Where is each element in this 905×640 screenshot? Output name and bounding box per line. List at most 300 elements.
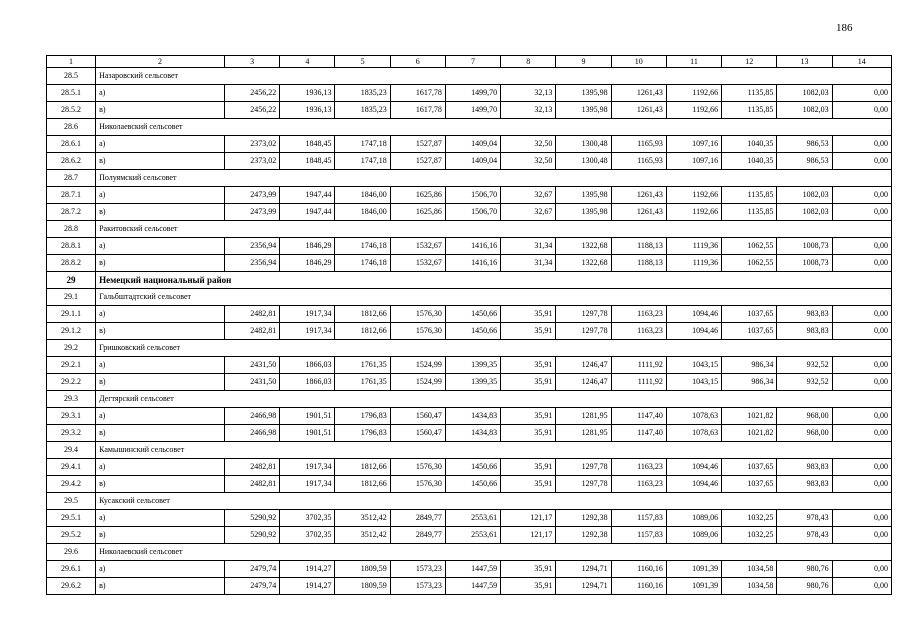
value-cell: 0,00 [832,527,891,544]
value-cell: 1261,43 [611,102,666,119]
section-code: 29.3 [47,391,96,408]
value-cell: 1524,99 [390,357,445,374]
value-cell: 1499,70 [445,85,500,102]
value-cell: 1147,40 [611,408,666,425]
value-cell: 1021,82 [722,425,777,442]
column-header: 14 [832,56,891,68]
value-cell: 932,52 [777,374,832,391]
value-cell: 1576,30 [390,476,445,493]
value-cell: 1573,23 [390,578,445,595]
value-cell: 1089,06 [666,527,721,544]
table-row [47,323,892,340]
row-label: в) [96,153,225,170]
row-code: 29.5.1 [47,510,96,527]
header-row [47,56,892,68]
value-cell: 1434,83 [445,425,500,442]
value-cell: 0,00 [832,408,891,425]
table-row [47,374,892,391]
value-cell: 31,34 [501,255,556,272]
value-cell: 1078,63 [666,425,721,442]
table-row [47,187,892,204]
value-cell: 0,00 [832,425,891,442]
value-cell: 2479,74 [224,578,279,595]
value-cell: 1917,34 [280,306,335,323]
value-cell: 1560,47 [390,408,445,425]
row-label: в) [96,527,225,544]
value-cell: 1294,71 [556,561,611,578]
value-cell: 2473,99 [224,204,279,221]
value-cell: 1846,00 [335,204,390,221]
value-cell: 1032,25 [722,527,777,544]
value-cell: 2466,98 [224,408,279,425]
value-cell: 1297,78 [556,323,611,340]
value-cell: 1163,23 [611,323,666,340]
row-code: 29.2.2 [47,374,96,391]
value-cell: 1409,04 [445,136,500,153]
value-cell: 1300,48 [556,153,611,170]
table-row [47,476,892,493]
value-cell: 1747,18 [335,153,390,170]
value-cell: 1119,36 [666,238,721,255]
row-code: 29.4.2 [47,476,96,493]
value-cell: 986,53 [777,136,832,153]
value-cell: 1917,34 [280,323,335,340]
section-row [47,170,892,187]
value-cell: 983,83 [777,476,832,493]
value-cell: 0,00 [832,510,891,527]
row-code: 28.7.1 [47,187,96,204]
value-cell: 1573,23 [390,561,445,578]
value-cell: 0,00 [832,255,891,272]
value-cell: 2466,98 [224,425,279,442]
value-cell: 1261,43 [611,85,666,102]
value-cell: 1135,85 [722,187,777,204]
section-title: Кусакский сельсовет [96,493,892,510]
value-cell: 1846,29 [280,238,335,255]
value-cell: 1165,93 [611,136,666,153]
value-cell: 1450,66 [445,323,500,340]
value-cell: 0,00 [832,85,891,102]
value-cell: 1157,83 [611,527,666,544]
value-cell: 0,00 [832,153,891,170]
row-code: 28.5.1 [47,85,96,102]
value-cell: 1796,83 [335,408,390,425]
table-row [47,255,892,272]
section-row [47,221,892,238]
section-row [47,340,892,357]
value-cell: 1089,06 [666,510,721,527]
row-code: 29.4.1 [47,459,96,476]
value-cell: 0,00 [832,306,891,323]
value-cell: 2431,50 [224,374,279,391]
section-title: Дегтярский сельсовет [96,391,892,408]
value-cell: 1506,70 [445,187,500,204]
table-row [47,306,892,323]
row-code: 28.8.2 [47,255,96,272]
value-cell: 32,67 [501,204,556,221]
value-cell: 32,50 [501,153,556,170]
value-cell: 0,00 [832,459,891,476]
value-cell: 986,34 [722,374,777,391]
section-title: Гальбштадтский сельсовет [96,289,892,306]
section-row [47,391,892,408]
value-cell: 1796,83 [335,425,390,442]
value-cell: 32,67 [501,187,556,204]
value-cell: 1560,47 [390,425,445,442]
value-cell: 2431,50 [224,357,279,374]
section-title: Немецкий национальный район [96,272,892,289]
value-cell: 980,76 [777,561,832,578]
tariff-table [46,55,892,595]
value-cell: 1746,18 [335,238,390,255]
value-cell: 2456,22 [224,102,279,119]
value-cell: 1292,38 [556,527,611,544]
table-row [47,561,892,578]
value-cell: 932,52 [777,357,832,374]
value-cell: 1163,23 [611,459,666,476]
row-label: а) [96,561,225,578]
value-cell: 2482,81 [224,323,279,340]
value-cell: 1160,16 [611,578,666,595]
value-cell: 968,00 [777,425,832,442]
column-header: 3 [224,56,279,68]
value-cell: 1576,30 [390,459,445,476]
section-title: Николаевский сельсовет [96,119,892,136]
column-header: 13 [777,56,832,68]
value-cell: 5290,92 [224,510,279,527]
value-cell: 0,00 [832,187,891,204]
value-cell: 1812,66 [335,306,390,323]
section-code: 29.1 [47,289,96,306]
value-cell: 1188,13 [611,238,666,255]
value-cell: 1947,44 [280,204,335,221]
column-header: 11 [666,56,721,68]
row-label: а) [96,459,225,476]
row-code: 28.6.1 [47,136,96,153]
section-code: 28.6 [47,119,96,136]
value-cell: 0,00 [832,204,891,221]
value-cell: 35,91 [501,476,556,493]
value-cell: 1261,43 [611,187,666,204]
table-row [47,408,892,425]
value-cell: 1747,18 [335,136,390,153]
value-cell: 986,53 [777,153,832,170]
value-cell: 2482,81 [224,476,279,493]
column-header: 6 [390,56,445,68]
section-code: 28.7 [47,170,96,187]
section-row [47,544,892,561]
value-cell: 1008,73 [777,238,832,255]
value-cell: 1846,29 [280,255,335,272]
section-row [47,442,892,459]
value-cell: 1936,13 [280,102,335,119]
value-cell: 0,00 [832,323,891,340]
value-cell: 986,34 [722,357,777,374]
value-cell: 1625,86 [390,204,445,221]
table-row [47,510,892,527]
value-cell: 1812,66 [335,476,390,493]
value-cell: 1901,51 [280,408,335,425]
value-cell: 1034,58 [722,561,777,578]
value-cell: 2482,81 [224,306,279,323]
value-cell: 1097,16 [666,153,721,170]
value-cell: 1848,45 [280,153,335,170]
value-cell: 0,00 [832,357,891,374]
value-cell: 1450,66 [445,306,500,323]
value-cell: 1395,98 [556,85,611,102]
value-cell: 0,00 [832,238,891,255]
value-cell: 1094,46 [666,323,721,340]
column-header: 7 [445,56,500,68]
row-label: в) [96,102,225,119]
value-cell: 1021,82 [722,408,777,425]
value-cell: 1297,78 [556,476,611,493]
value-cell: 1135,85 [722,204,777,221]
value-cell: 1447,59 [445,578,500,595]
value-cell: 1625,86 [390,187,445,204]
value-cell: 32,50 [501,136,556,153]
value-cell: 1416,16 [445,255,500,272]
value-cell: 1936,13 [280,85,335,102]
value-cell: 121,17 [501,527,556,544]
value-cell: 1499,70 [445,102,500,119]
value-cell: 1947,44 [280,187,335,204]
table-row [47,357,892,374]
section-code: 29.4 [47,442,96,459]
value-cell: 1246,47 [556,374,611,391]
value-cell: 2473,99 [224,187,279,204]
value-cell: 1524,99 [390,374,445,391]
value-cell: 0,00 [832,476,891,493]
value-cell: 0,00 [832,561,891,578]
table-body [47,56,892,595]
value-cell: 1617,78 [390,102,445,119]
value-cell: 1037,65 [722,323,777,340]
value-cell: 1281,95 [556,425,611,442]
value-cell: 2849,77 [390,510,445,527]
value-cell: 1135,85 [722,102,777,119]
table-row [47,459,892,476]
value-cell: 1447,59 [445,561,500,578]
section-code: 29.6 [47,544,96,561]
value-cell: 1812,66 [335,323,390,340]
value-cell: 2482,81 [224,459,279,476]
value-cell: 2553,61 [445,510,500,527]
value-cell: 32,13 [501,85,556,102]
value-cell: 1835,23 [335,102,390,119]
value-cell: 1034,58 [722,578,777,595]
row-code: 29.3.1 [47,408,96,425]
value-cell: 1761,35 [335,357,390,374]
table-row [47,578,892,595]
row-label: а) [96,510,225,527]
table-row [47,102,892,119]
value-cell: 5290,92 [224,527,279,544]
section-row [47,119,892,136]
row-code: 29.1.2 [47,323,96,340]
value-cell: 1322,68 [556,238,611,255]
value-cell: 1297,78 [556,306,611,323]
value-cell: 32,13 [501,102,556,119]
section-title: Камышинский сельсовет [96,442,892,459]
value-cell: 1281,95 [556,408,611,425]
value-cell: 2373,02 [224,153,279,170]
section-title: Николаевский сельсовет [96,544,892,561]
value-cell: 1527,87 [390,136,445,153]
value-cell: 1192,66 [666,85,721,102]
value-cell: 1532,67 [390,238,445,255]
value-cell: 1082,03 [777,102,832,119]
table-row [47,425,892,442]
column-header: 1 [47,56,96,68]
value-cell: 1835,23 [335,85,390,102]
value-cell: 1032,25 [722,510,777,527]
value-cell: 1527,87 [390,153,445,170]
value-cell: 1846,00 [335,187,390,204]
value-cell: 1160,16 [611,561,666,578]
value-cell: 1192,66 [666,102,721,119]
value-cell: 1147,40 [611,425,666,442]
value-cell: 35,91 [501,306,556,323]
row-label: а) [96,357,225,374]
column-header: 4 [280,56,335,68]
section-title: Назаровский сельсовет [96,68,892,85]
value-cell: 1037,65 [722,476,777,493]
row-label: а) [96,408,225,425]
row-label: в) [96,425,225,442]
value-cell: 1040,35 [722,136,777,153]
value-cell: 0,00 [832,374,891,391]
value-cell: 1746,18 [335,255,390,272]
value-cell: 1246,47 [556,357,611,374]
value-cell: 2356,94 [224,238,279,255]
value-cell: 1082,03 [777,187,832,204]
section-code: 29.5 [47,493,96,510]
value-cell: 1062,55 [722,255,777,272]
value-cell: 1409,04 [445,153,500,170]
value-cell: 35,91 [501,425,556,442]
column-header: 9 [556,56,611,68]
value-cell: 1450,66 [445,476,500,493]
value-cell: 1188,13 [611,255,666,272]
value-cell: 1091,39 [666,578,721,595]
row-code: 28.8.1 [47,238,96,255]
section-title: Ракитовский сельсовет [96,221,892,238]
value-cell: 0,00 [832,102,891,119]
row-label: а) [96,187,225,204]
value-cell: 1917,34 [280,476,335,493]
table-row [47,527,892,544]
value-cell: 1901,51 [280,425,335,442]
value-cell: 1062,55 [722,238,777,255]
row-label: в) [96,374,225,391]
value-cell: 978,43 [777,527,832,544]
value-cell: 1761,35 [335,374,390,391]
row-code: 29.2.1 [47,357,96,374]
value-cell: 2373,02 [224,136,279,153]
table-row [47,238,892,255]
value-cell: 1294,71 [556,578,611,595]
value-cell: 983,83 [777,459,832,476]
value-cell: 2456,22 [224,85,279,102]
value-cell: 3702,35 [280,527,335,544]
value-cell: 1395,98 [556,187,611,204]
value-cell: 1292,38 [556,510,611,527]
value-cell: 3512,42 [335,527,390,544]
value-cell: 1163,23 [611,306,666,323]
value-cell: 2553,61 [445,527,500,544]
value-cell: 35,91 [501,578,556,595]
value-cell: 1395,98 [556,102,611,119]
value-cell: 1399,35 [445,374,500,391]
value-cell: 1008,73 [777,255,832,272]
value-cell: 2849,77 [390,527,445,544]
value-cell: 1866,03 [280,357,335,374]
table-row [47,153,892,170]
value-cell: 1094,46 [666,476,721,493]
column-header: 2 [96,56,225,68]
row-label: в) [96,204,225,221]
column-header: 5 [335,56,390,68]
section-title: Полуямский сельсовет [96,170,892,187]
value-cell: 0,00 [832,578,891,595]
value-cell: 35,91 [501,374,556,391]
value-cell: 1043,15 [666,357,721,374]
row-code: 29.5.2 [47,527,96,544]
value-cell: 1812,66 [335,459,390,476]
value-cell: 1097,16 [666,136,721,153]
value-cell: 1914,27 [280,561,335,578]
district-row [47,272,892,289]
value-cell: 1040,35 [722,153,777,170]
value-cell: 1111,92 [611,357,666,374]
value-cell: 1532,67 [390,255,445,272]
value-cell: 35,91 [501,357,556,374]
value-cell: 1576,30 [390,306,445,323]
value-cell: 1399,35 [445,357,500,374]
value-cell: 1192,66 [666,187,721,204]
section-code: 28.5 [47,68,96,85]
value-cell: 1576,30 [390,323,445,340]
value-cell: 1848,45 [280,136,335,153]
value-cell: 1082,03 [777,85,832,102]
section-title: Гришковский сельсовет [96,340,892,357]
value-cell: 1119,36 [666,255,721,272]
row-code: 29.1.1 [47,306,96,323]
value-cell: 1037,65 [722,459,777,476]
value-cell: 968,00 [777,408,832,425]
value-cell: 2479,74 [224,561,279,578]
row-code: 28.7.2 [47,204,96,221]
value-cell: 1165,93 [611,153,666,170]
value-cell: 121,17 [501,510,556,527]
value-cell: 1091,39 [666,561,721,578]
value-cell: 35,91 [501,459,556,476]
column-header: 12 [722,56,777,68]
value-cell: 3512,42 [335,510,390,527]
section-row [47,289,892,306]
row-code: 29.3.2 [47,425,96,442]
value-cell: 983,83 [777,323,832,340]
column-header: 8 [501,56,556,68]
value-cell: 1135,85 [722,85,777,102]
value-cell: 1917,34 [280,459,335,476]
section-code: 29 [47,272,96,289]
value-cell: 1157,83 [611,510,666,527]
row-label: а) [96,238,225,255]
value-cell: 1261,43 [611,204,666,221]
value-cell: 978,43 [777,510,832,527]
